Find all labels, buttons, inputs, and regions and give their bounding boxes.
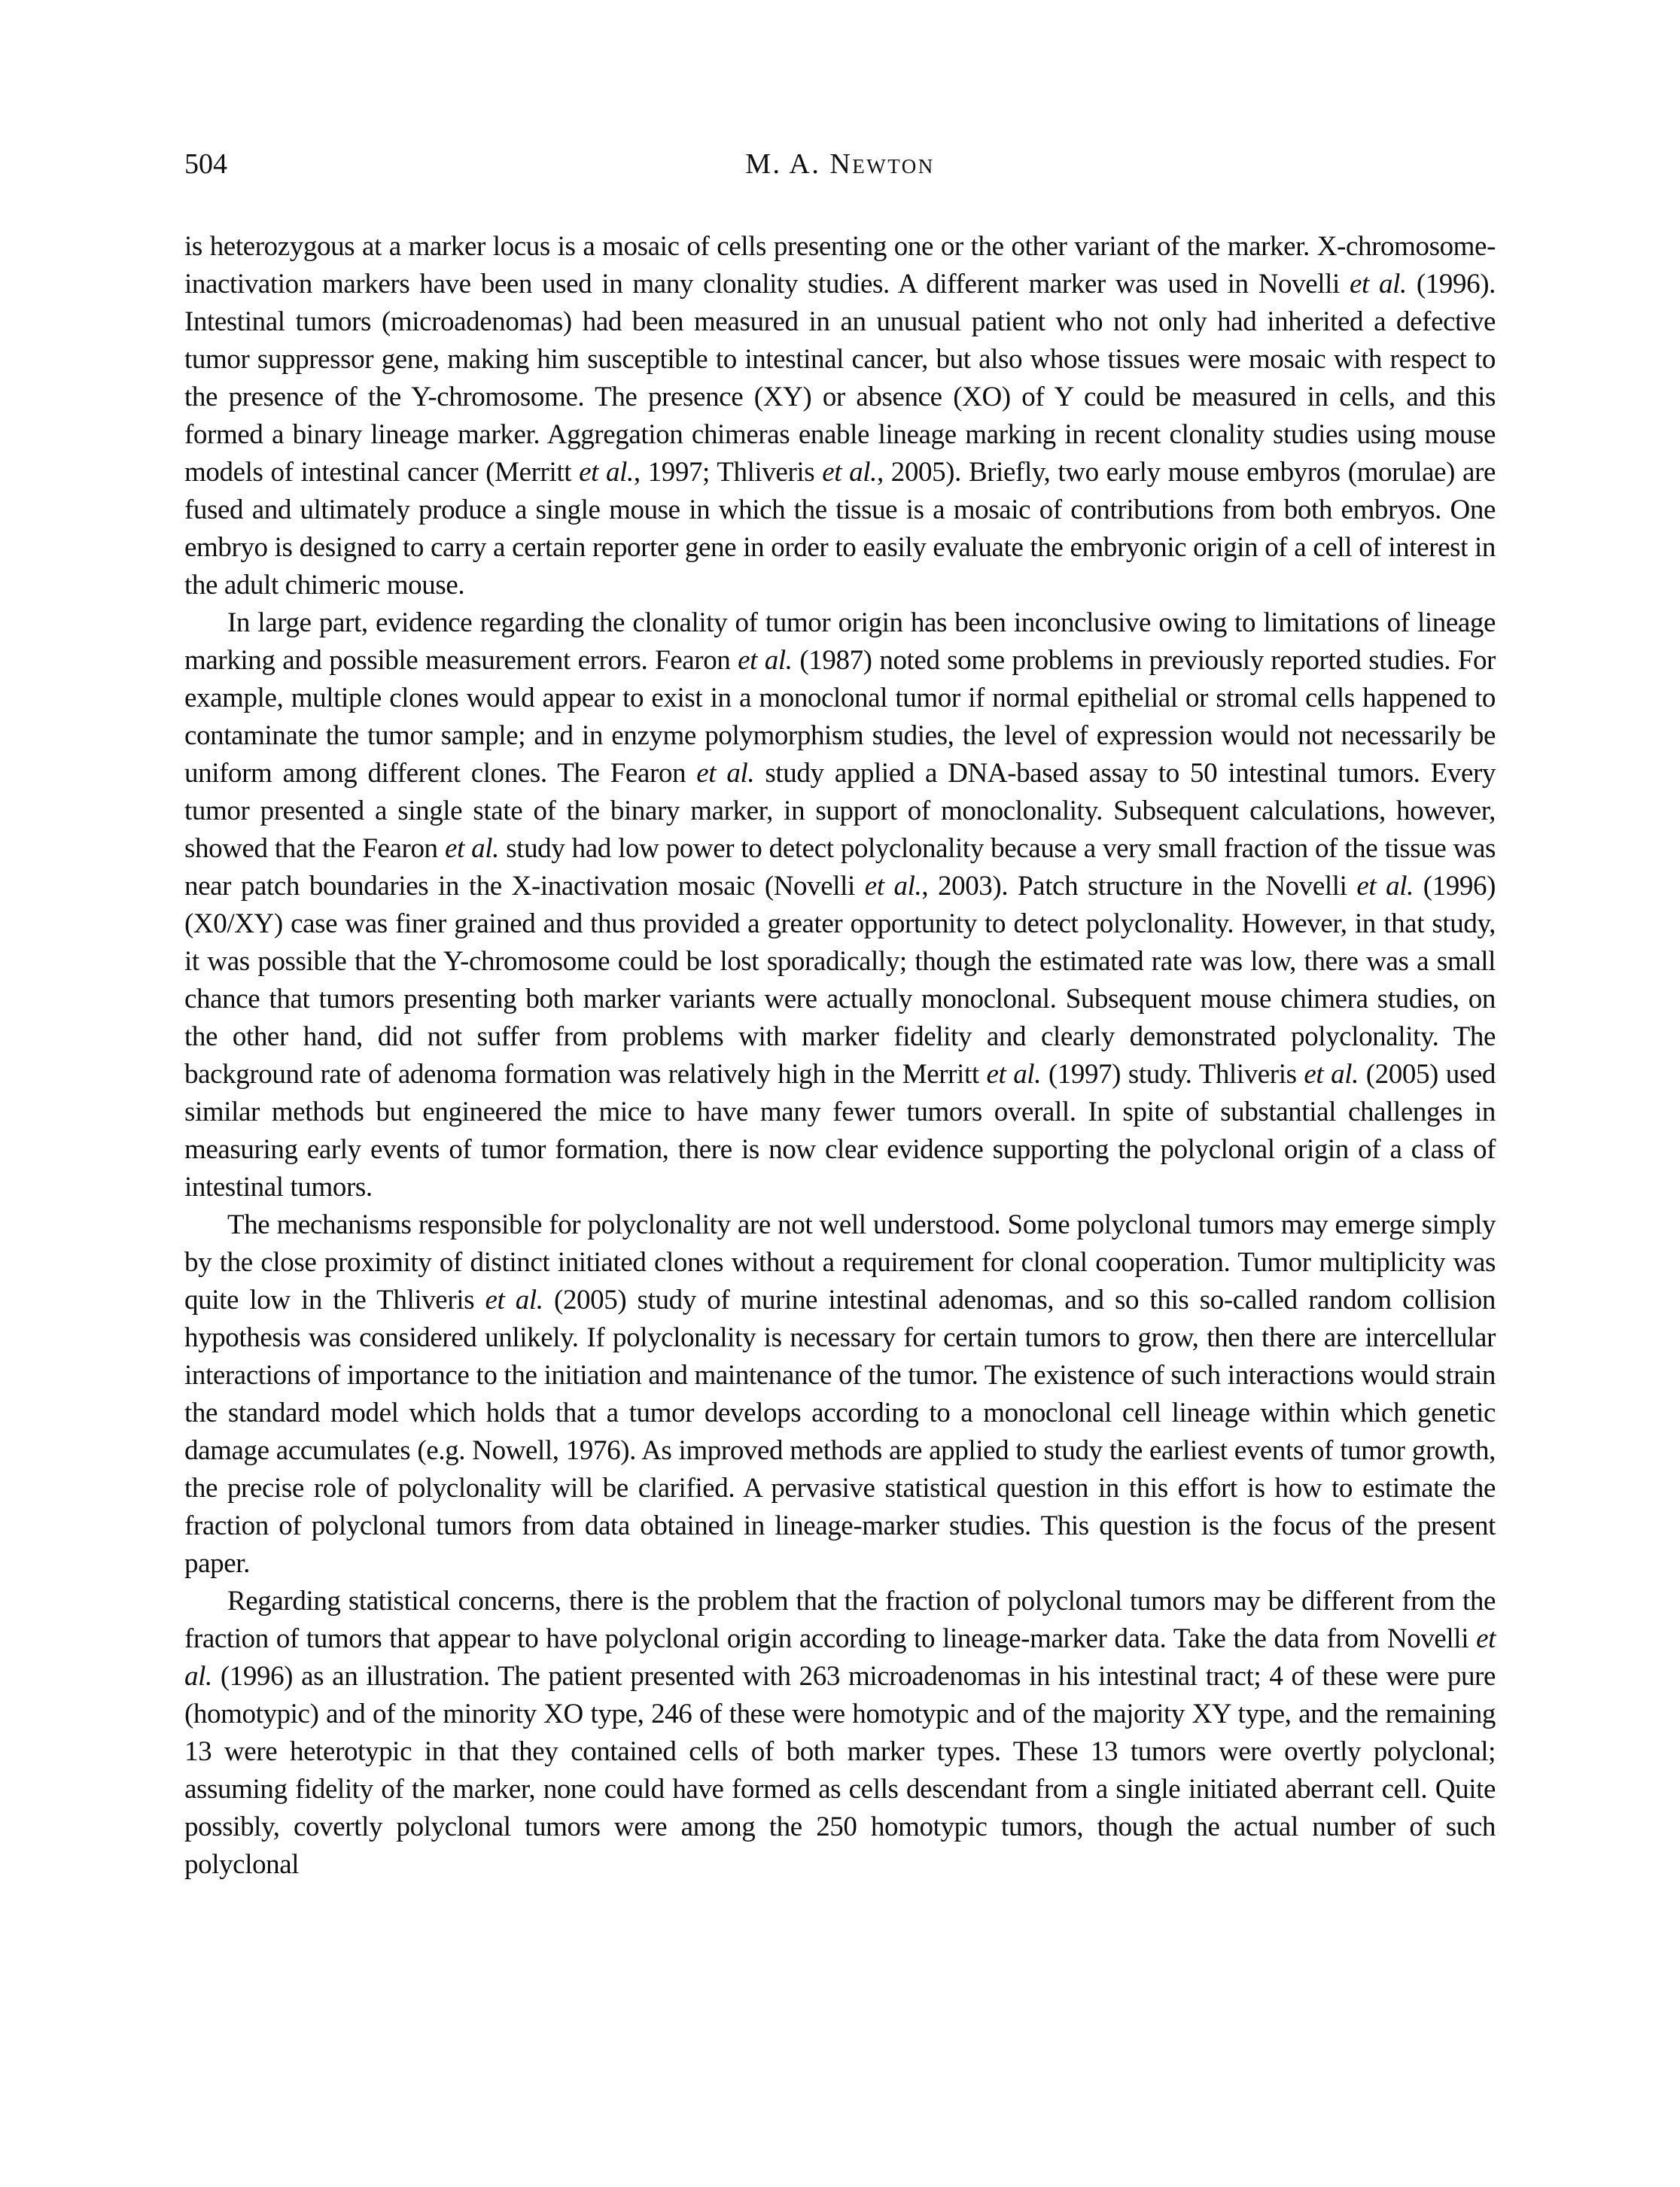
- text-run: , 2005). Briefly, two early mouse embyros (morulae) are fused and ultimately produce a single mouse in which the tissue is a mosaic of contributions from both embryos. One embryo is designed to carry a certain reporter gene in order to easily evaluate the embryonic origin of a cell of interest in the adult chimeric mouse.: [184, 457, 1496, 601]
- et-al-italic: et al.: [1304, 1059, 1359, 1090]
- text-run: (1997) study. Thliveris: [1041, 1059, 1304, 1090]
- text-run: study applied a DNA-based assay to 50 intestinal tumors. Every tumor presented a single state of the binary marker, in support of monoclonality. Subsequent calculations, however, showed that the Fearon: [184, 758, 1496, 864]
- text-run: (1996) as an illustration. The patient presented with 263 microadenomas in his intestinal tract; 4 of these were pure (homotypic) and of the minority XO type, 246 of these were homotypic and of the majority XY type, and the remaining 13 were heterotypic in that they contained cells of both marker types. These 13 tumors were overtly polyclonal; assuming fidelity of the marker, none could have formed as cells descendant from a single initiated aberrant cell. Quite possibly, covertly polyclonal tumors were among the 250 homotypic tumors, though the actual number of such polyclonal: [184, 1661, 1496, 1880]
- text-run: (1996) (X0/XY) case was finer grained and thus provided a greater opportunity to detect polyclonality. However, in that study, it was possible that the Y-chromosome could be lost sporadically; though the estimated rate was low, there was a small chance that tumors presenting both marker variants were actually monoclonal. Subsequent mouse chimera studies, on the other hand, did not suffer from problems with marker fidelity and clearly demonstrated polyclonality. The background rate of adenoma formation was relatively high in the Merritt: [184, 871, 1496, 1090]
- running-head: M. A. Newton: [745, 148, 935, 180]
- et-al-italic: et al.: [864, 871, 922, 902]
- text-run: The mechanisms responsible for polyclonality are not well understood. Some polyclonal tumors may emerge simply by the close proximity of distinct initiated clones without a requirement for clonal cooperation. Tumor multiplicity was quite low in the Thliveris: [184, 1209, 1496, 1316]
- text-run: (2005) study of murine intestinal adenomas, and so this so-called random collision hypothesis was considered unlikely. If polyclonality is necessary for certain tumors to grow, then there are intercellular interactions of importance to the initiation and maintenance of the tumor. The existence of such interactions would strain the standard model which holds that a tumor develops according to a monoclonal cell lineage within which genetic damage accumulates (e.g. Nowell, 1976). As improved methods are applied to study the earliest events of tumor growth, the precise role of polyclonality will be clarified. A pervasive statistical question in this effort is how to estimate the fraction of polyclonal tumors from data obtained in lineage-marker studies. This question is the focus of the present paper.: [184, 1285, 1496, 1579]
- et-al-italic: et al.: [579, 457, 634, 488]
- et-al-italic: et al.: [444, 833, 499, 864]
- paragraph-3: [184, 1206, 1496, 1583]
- page-number: 504: [184, 148, 227, 180]
- et-al-italic: et al.: [485, 1285, 543, 1316]
- et-al-italic: et al.: [738, 645, 793, 676]
- paragraph-2: [184, 604, 1496, 1206]
- et-al-italic: et al.: [986, 1059, 1042, 1090]
- paragraph-1: [184, 228, 1496, 604]
- et-al-italic: et al.: [822, 457, 877, 488]
- text-run: , 2003). Patch structure in the Novelli: [921, 871, 1357, 902]
- paragraph-4: [184, 1583, 1496, 1884]
- text-run: In large part, evidence regarding the clonality of tumor origin has been inconclusive owing to limitations of lineage marking and possible measurement errors. Fearon: [184, 607, 1496, 676]
- et-al-italic: et al.: [696, 758, 755, 789]
- text-run: is heterozygous at a marker locus is a mosaic of cells presenting one or the other variant of the marker. X-chromosome-inactivation markers have been used in many clonality studies. A different marker was used in Novelli: [184, 231, 1496, 300]
- text-run: (2005) used similar methods but engineered the mice to have many fewer tumors overall. In spite of substantial challenges in measuring early events of tumor formation, there is now clear evidence supporting the polyclonal origin of a class of intestinal tumors.: [184, 1059, 1496, 1203]
- text-run: Regarding statistical concerns, there is the problem that the fraction of polyclonal tumors may be different from the fraction of tumors that appear to have polyclonal origin according to lineage-marker data. Take the data from Novelli: [184, 1586, 1496, 1654]
- text-run: (1987) noted some problems in previously reported studies. For example, multiple clones would appear to exist in a monoclonal tumor if normal epithelial or stromal cells happened to contaminate the tumor sample; and in enzyme polymorphism studies, the level of expression would not necessarily be uniform among different clones. The Fearon: [184, 645, 1496, 789]
- body-text: [184, 228, 1496, 1884]
- et-al-italic: et al.: [184, 1623, 1496, 1692]
- text-run: study had low power to detect polyclonality because a very small fraction of the tissue was near patch boundaries in the X-inactivation mosaic (Novelli: [184, 833, 1496, 902]
- et-al-italic: et al.: [1349, 269, 1407, 300]
- et-al-italic: et al.: [1356, 871, 1414, 902]
- text-run: , 1997; Thliveris: [633, 457, 823, 488]
- page-header: [184, 148, 1496, 183]
- text-run: (1996). Intestinal tumors (microadenomas) had been measured in an unusual patient who not only had inherited a defective tumor suppressor gene, making him susceptible to intestinal cancer, but also whose tissues were mosaic with respect to the presence of the Y-chromosome. The presence (XY) or absence (XO) of Y could be measured in cells, and this formed a binary lineage marker. Aggregation chimeras enable lineage marking in recent clonality studies using mouse models of intestinal cancer (Merritt: [184, 269, 1496, 488]
